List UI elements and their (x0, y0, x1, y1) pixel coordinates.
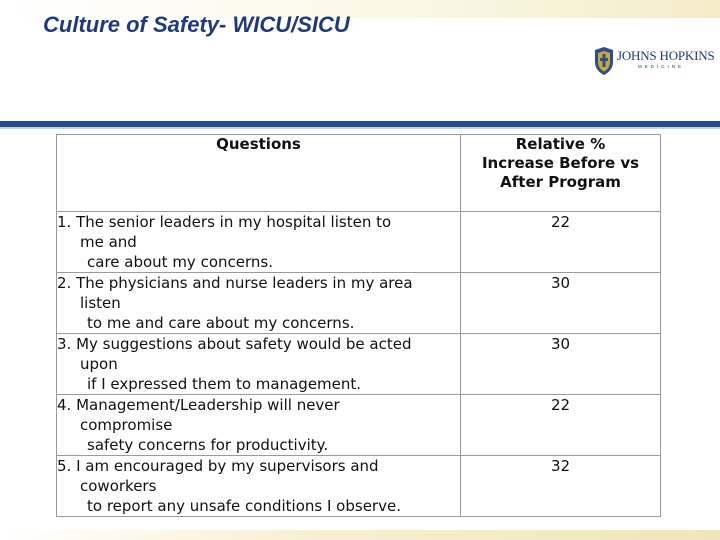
bottom-gradient-band (0, 530, 720, 540)
question-text-line: 3. My suggestions about safety would be acted (57, 335, 412, 353)
table-header-row (57, 135, 661, 212)
question-text-line: care about my concerns. (87, 253, 273, 271)
relative-increase-column-header (461, 135, 661, 212)
question-text-line: if I expressed them to management. (87, 375, 362, 393)
value-cell: 22 (461, 395, 661, 456)
logo-name: JOHNS HOPKINS (617, 48, 715, 63)
header-line: Increase Before vs (481, 154, 640, 172)
questions-column-header: Questions (57, 135, 461, 212)
slide-title: Culture of Safety- WICU/SICU (43, 12, 350, 37)
logo-subtitle: MEDICINE (638, 64, 685, 69)
value-cell: 30 (461, 273, 661, 334)
question-text-line: 5. I am encouraged by my supervisors and (57, 457, 379, 475)
question-text-line: 2. The physicians and nurse leaders in my area (57, 274, 413, 292)
survey-results-table (56, 134, 661, 517)
question-text-line: safety concerns for productivity. (87, 436, 329, 454)
question-text-line: 4. Management/Leadership will never (57, 396, 340, 414)
value-cell: 30 (461, 334, 661, 395)
table-row (57, 395, 661, 456)
question-cell (57, 395, 461, 456)
value-cell: 22 (461, 212, 661, 273)
question-cell (57, 273, 461, 334)
question-cell (57, 456, 461, 517)
question-text-line: coworkers (80, 477, 157, 495)
header-line: After Program (500, 173, 621, 191)
question-text-line: to me and care about my concerns. (87, 314, 355, 332)
question-text-line: compromise (80, 416, 173, 434)
value-cell: 32 (461, 456, 661, 517)
table-row (57, 456, 661, 517)
question-text-line: upon (80, 355, 118, 373)
header-divider-shadow (0, 127, 720, 129)
question-cell (57, 212, 461, 273)
question-text-line: listen (80, 294, 121, 312)
question-text-line: me and (80, 233, 137, 251)
johns-hopkins-logo (593, 44, 715, 76)
question-text-line: 1. The senior leaders in my hospital listen to (57, 213, 392, 231)
table-row (57, 273, 661, 334)
question-cell (57, 334, 461, 395)
shield-icon (593, 46, 615, 76)
table-row (57, 334, 661, 395)
header-line: Relative % (515, 135, 606, 153)
table-row (57, 212, 661, 273)
question-text-line: to report any unsafe conditions I observe. (87, 497, 401, 515)
